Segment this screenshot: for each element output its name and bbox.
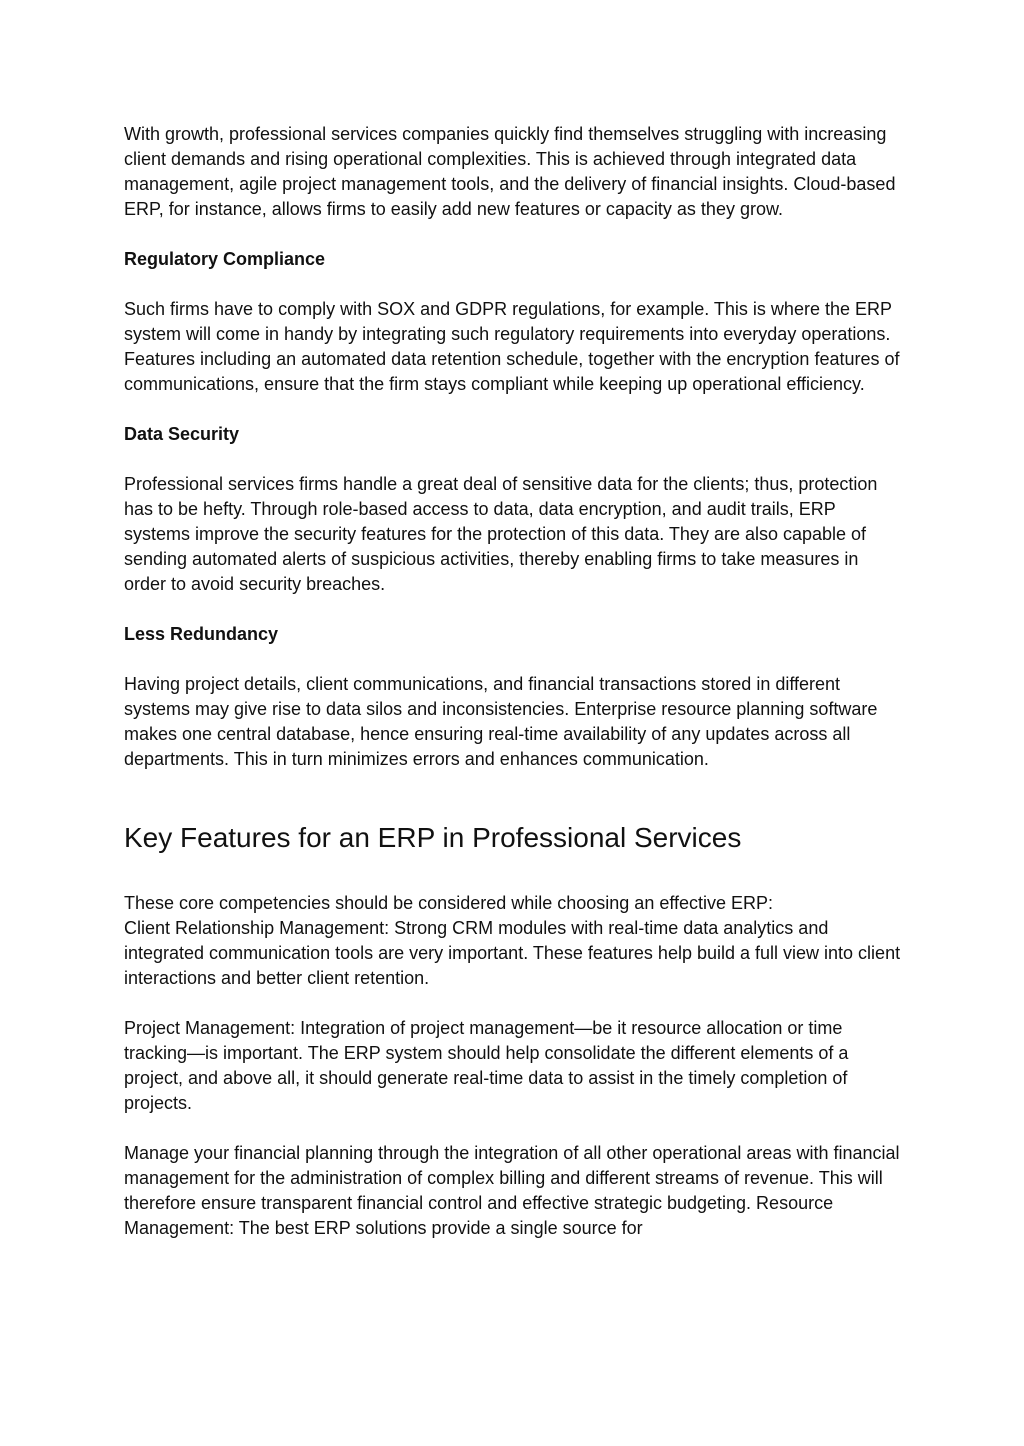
document-page [124,122,904,1266]
project-management-paragraph: Project Management: Integration of project management—be it resource allocation or time tracking—is important. The ERP system should help consolidate the different elements of a project, and above all, it should generate real-time data to assist in the timely completion of projects. [124,1018,849,1113]
scalability-paragraph: With growth, professional services companies quickly find themselves struggling with increasing client demands and rising operational complexities. This is achieved through integrated data management, agile project management tools, and the delivery of financial insights. Cloud-based ERP, for instance, allows firms to easily add new features or capacity as they grow. [124,124,896,219]
data-security-heading: Data Security [124,424,240,444]
financial-management-paragraph: Manage your financial planning through the integration of all other operational areas with financial management for the administration of complex billing and different streams of revenue. This will therefore ensure transparent financial control and effective strategic budgeting. Resource Management: The best ERP solutions provide a single source for [124,1143,900,1238]
data-security-paragraph: Professional services firms handle a great deal of sensitive data for the clients; thus, protection has to be hefty. Through role-based access to data, data encryption, and audit trails, ERP systems improve the security features for the protection of this data. They are also capable of sending automated alerts of suspicious activities, thereby enabling firms to take measures in order to avoid security breaches. [124,474,878,594]
key-features-title: Key Features for an ERP in Professional Services [124,822,742,853]
regulatory-compliance-heading: Regulatory Compliance [124,249,326,269]
key-features-intro: These core competencies should be considered while choosing an effective ERP: [124,893,774,913]
less-redundancy-heading: Less Redundancy [124,624,279,644]
crm-paragraph: Client Relationship Management: Strong CRM modules with real-time data analytics and integrated communication tools are very important. These features help build a full view into client interactions and better client retention. [124,918,901,988]
less-redundancy-paragraph: Having project details, client communications, and financial transactions stored in different systems may give rise to data silos and inconsistencies. Enterprise resource planning software makes one central database, hence ensuring real-time availability of any updates across all departments. This in turn minimizes errors and enhances communication. [124,674,878,769]
regulatory-compliance-paragraph: Such firms have to comply with SOX and GDPR regulations, for example. This is where the ERP system will come in handy by integrating such regulatory requirements into everyday operations. Features including an automated data retention schedule, together with the encryption features of communications, ensure that the firm stays compliant while keeping up operational efficiency. [124,299,900,394]
